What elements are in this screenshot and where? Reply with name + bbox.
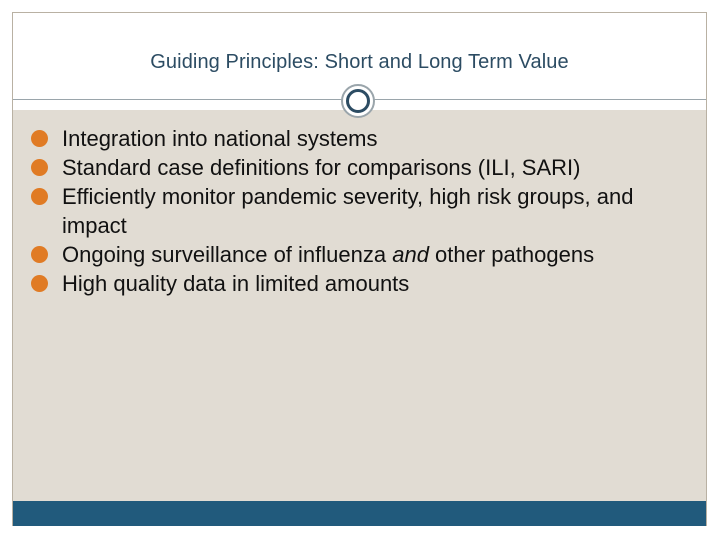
bullet-text-segment: High quality data in limited amounts	[62, 271, 410, 296]
orange-dot-icon	[31, 130, 48, 147]
bullet-list	[36, 124, 676, 298]
bullet-text	[62, 155, 580, 180]
bullet-item	[36, 153, 676, 182]
ring-inner	[346, 89, 370, 113]
ring-icon	[341, 84, 375, 118]
bullet-text-segment: Standard case definitions for comparisons (ILI, SARI)	[62, 155, 581, 180]
orange-dot-icon	[31, 246, 48, 263]
bullet-text-segment: Ongoing surveillance of influenza	[62, 242, 393, 267]
bullet-text	[62, 126, 378, 151]
bullet-text-segment: Efficiently monitor pandemic severity, high risk groups, and impact	[62, 184, 634, 238]
orange-dot-icon	[31, 275, 48, 292]
bullet-text-italic: and	[392, 242, 429, 267]
bullet-text-segment: other pathogens	[428, 242, 595, 267]
bullet-text	[62, 271, 409, 296]
bullet-text	[62, 184, 633, 238]
bullet-item	[36, 269, 676, 298]
bullet-item	[36, 240, 676, 269]
bullet-item	[36, 182, 676, 240]
bullet-text	[62, 242, 594, 267]
orange-dot-icon	[31, 188, 48, 205]
orange-dot-icon	[31, 159, 48, 176]
footer-bar	[13, 501, 706, 526]
bullet-item	[36, 124, 676, 153]
bullet-text-segment: Integration into national systems	[62, 126, 378, 151]
slide-title: Guiding Principles: Short and Long Term Value	[150, 51, 569, 73]
